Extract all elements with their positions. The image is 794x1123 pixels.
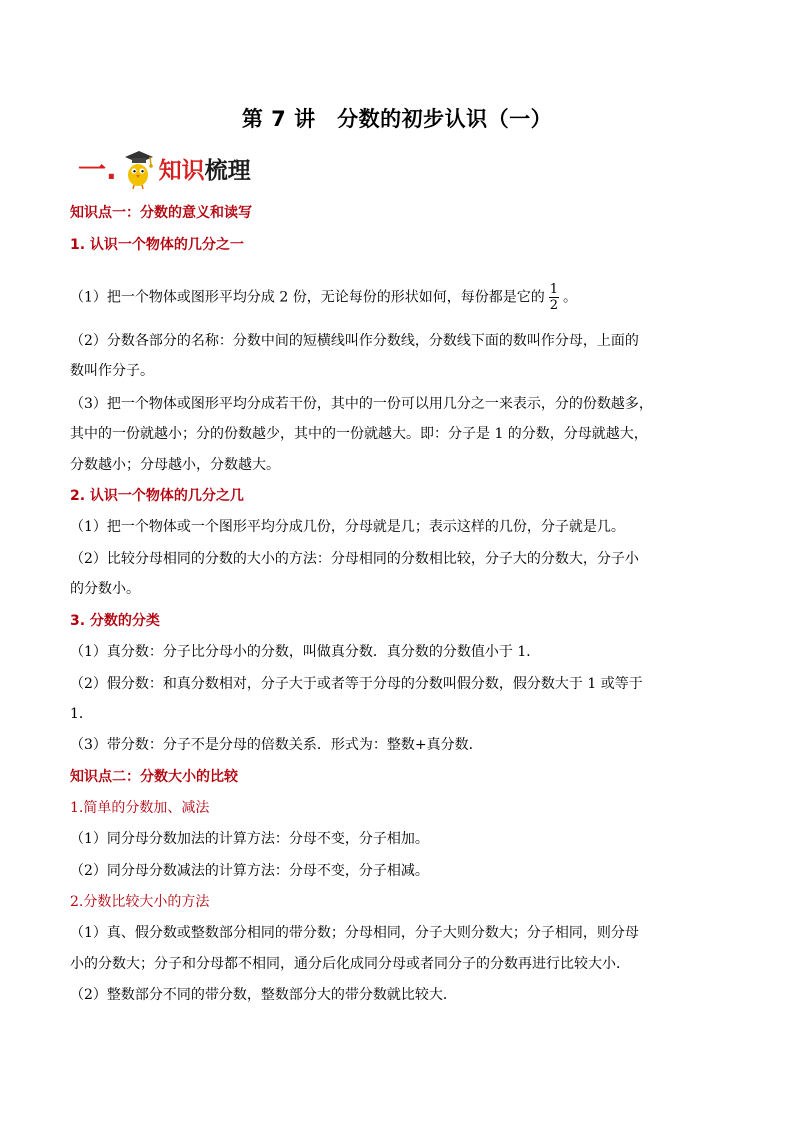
- kp2-sub2-p1-line1: （1）真、假分数或整数部分相同的带分数；分母相同，分子大则分数大；分子相同，则分母: [70, 925, 639, 941]
- kp2-heading: 知识点二：分数大小的比较: [70, 769, 238, 785]
- kp1-sub1-p1: [70, 283, 577, 312]
- kp2-sub1-heading: 1.简单的分数加、减法: [70, 800, 210, 816]
- section-title-red: 知识: [158, 156, 205, 184]
- kp2-sub2-p1-line2: 小的分数大；分子和分母都不相同，通分后化成同分母或者同分子的分数再进行比较大小．: [70, 956, 630, 972]
- kp1-sub3-p3: （3）带分数：分子不是分母的倍数关系．形式为：整数+真分数．: [70, 737, 483, 753]
- kp1-sub2-p1: （1）把一个物体或一个图形平均分成几份，分母就是几；表示这样的几份，分子就是几。: [70, 519, 625, 535]
- kp1-sub2-heading: 2. 认识一个物体的几分之几: [70, 488, 244, 504]
- kp1-sub3-p2-line2: 1．: [70, 706, 93, 722]
- graduate-bird-icon: [119, 150, 155, 190]
- kp2-sub2-heading: 2.分数比较大小的方法: [70, 894, 210, 910]
- kp1-sub3-heading: 3. 分数的分类: [70, 613, 160, 629]
- kp1-sub3-p2-line1: （2）假分数：和真分数相对，分子大于或者等于分母的分数叫假分数，假分数大于 1 或等于: [70, 676, 643, 692]
- section-title-dark: 梳理: [204, 156, 251, 184]
- kp2-sub1-p1: （1）同分母分数加法的计算方法：分母不变，分子相加。: [70, 831, 429, 847]
- section-header: [78, 150, 251, 190]
- kp1-sub1-heading: 1. 认识一个物体的几分之一: [70, 237, 244, 253]
- text: （1）把一个物体或图形平均分成 2 份，无论每份的形状如何，每份都是它的: [70, 289, 545, 306]
- kp1-heading: 知识点一：分数的意义和读写: [70, 205, 252, 221]
- kp1-sub1-p3-line1: （3）把一个物体或图形平均分成若干份，其中的一份可以用几分之一来表示，分的份数越多，: [70, 396, 653, 412]
- section-number: 一.: [78, 153, 117, 186]
- kp1-sub3-p1: （1）真分数：分子比分母小的分数，叫做真分数．真分数的分数值小于 1．: [70, 644, 541, 660]
- kp1-sub1-p2-line2: 数叫作分子。: [70, 363, 154, 379]
- page-title: 第 7 讲 分数的初步认识（一）: [241, 107, 553, 131]
- kp1-sub2-p2-line2: 的分数小。: [70, 581, 140, 597]
- fraction-one-half: [549, 283, 559, 312]
- kp2-sub2-p2: （2）整数部分不同的带分数，整数部分大的带分数就比较大．: [70, 987, 457, 1003]
- kp1-sub1-p3-line3: 分数越小；分母越小，分数越大。: [70, 457, 280, 473]
- kp1-sub1-p3-line2: 其中的一份就越小；分的份数越少，其中的一份就越大。即：分子是 1 的分数，分母就越大，: [70, 426, 648, 442]
- kp1-sub1-p2-line1: （2）分数各部分的名称：分数中间的短横线叫作分数线，分数线下面的数叫作分母，上面的: [70, 333, 639, 349]
- fraction-numerator: 1: [549, 282, 558, 297]
- kp1-sub2-p2-line1: （2）比较分母相同的分数的大小的方法：分母相同的分数相比较，分子大的分数大，分子小: [70, 551, 639, 567]
- kp2-sub1-p2: （2）同分母分数减法的计算方法：分母不变，分子相减。: [70, 863, 429, 879]
- text: 。: [563, 289, 577, 306]
- fraction-denominator: 2: [549, 298, 558, 313]
